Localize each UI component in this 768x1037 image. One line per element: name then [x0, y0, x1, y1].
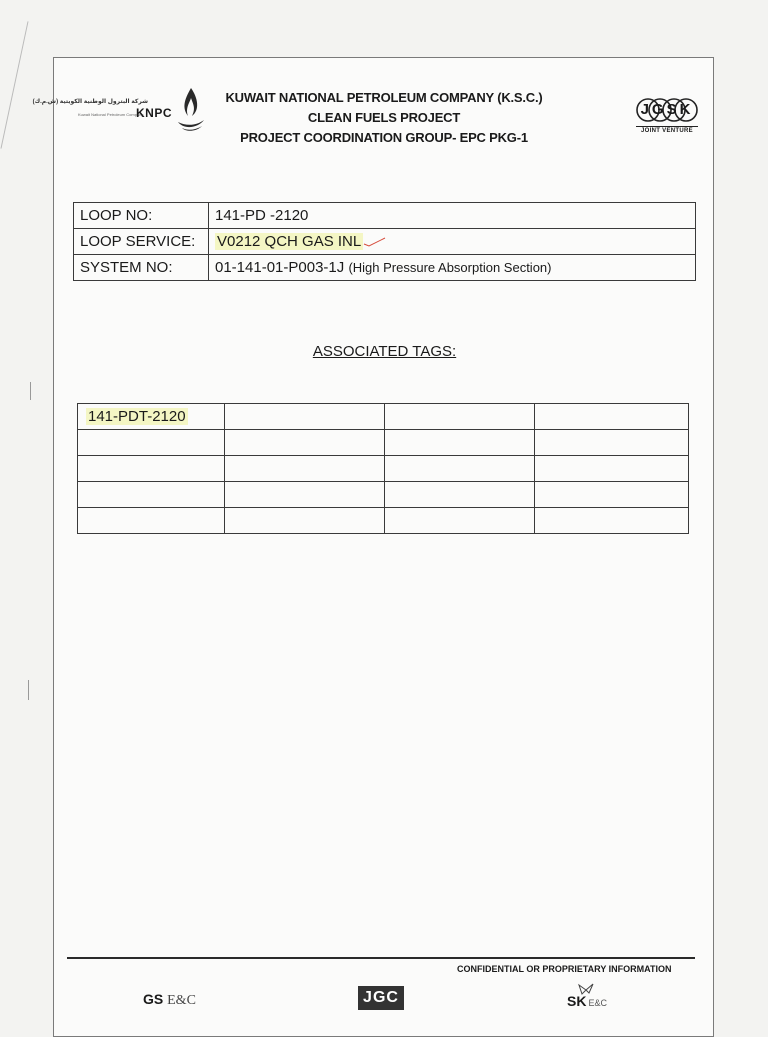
sk-ec-logo: [567, 993, 607, 1009]
tag-cell: [535, 430, 689, 456]
tag-cell: [225, 404, 385, 430]
tag-cell: [78, 482, 225, 508]
associated-tags-table: [77, 403, 689, 534]
loop-no-value: 141-PD -2120: [209, 203, 696, 229]
confidential-notice: CONFIDENTIAL OR PROPRIETARY INFORMATION: [457, 964, 672, 974]
company-heading: [204, 88, 564, 148]
knpc-subtitle: Kuwait National Petroleum Company: [78, 112, 144, 117]
table-row: [78, 430, 689, 456]
jgsk-logo: [636, 94, 698, 140]
tag-cell: [385, 508, 535, 534]
scan-edge-mark: [30, 382, 31, 400]
knpc-logo-text: KNPC: [136, 106, 173, 120]
jgsk-letters: JGSK: [640, 101, 694, 118]
loop-no-label: LOOP NO:: [74, 203, 209, 229]
sk-logo-text: SK: [567, 993, 587, 1009]
scan-edge-mark: [0, 21, 28, 148]
gs-logo-text: GS: [143, 991, 164, 1007]
loop-service-cell: [209, 229, 696, 255]
system-no-cell: [209, 255, 696, 281]
sk-logo-suffix: E&C: [588, 998, 607, 1008]
knpc-logo: [32, 86, 210, 138]
coordination-group: PROJECT COORDINATION GROUP- EPC PKG-1: [240, 130, 528, 145]
flame-icon: [176, 86, 206, 132]
jgc-logo: JGC: [358, 986, 404, 1010]
loop-service-value: V0212 QCH GAS INL: [217, 233, 362, 250]
tag-cell: [225, 482, 385, 508]
footer-divider: [67, 957, 695, 959]
table-row: [74, 229, 696, 255]
tag-cell: [78, 508, 225, 534]
system-no-label: SYSTEM NO:: [74, 255, 209, 281]
knpc-arabic-name: شركة البترول الوطنية الكويتية (ش.م.ك): [32, 99, 148, 105]
gs-logo-suffix: E&C: [167, 993, 196, 1008]
table-row: [78, 456, 689, 482]
project-name: CLEAN FUELS PROJECT: [307, 110, 461, 125]
loop-info-table: [73, 202, 696, 281]
table-row: [74, 203, 696, 229]
tag-cell: [535, 482, 689, 508]
tag-cell: [225, 508, 385, 534]
tag-cell: [385, 404, 535, 430]
tag-cell: [385, 430, 535, 456]
document-page: [32, 57, 714, 1037]
tag-cell: [78, 430, 225, 456]
associated-tags-title: ASSOCIATED TAGS:: [312, 343, 457, 360]
table-row: [78, 404, 689, 430]
scan-edge-mark: [28, 680, 29, 700]
tag-cell: [385, 456, 535, 482]
tag-cell: [535, 404, 689, 430]
tag-cell: [385, 482, 535, 508]
table-row: [78, 508, 689, 534]
tag-cell: [535, 508, 689, 534]
tag-cell: [225, 456, 385, 482]
butterfly-icon: [577, 983, 595, 995]
tag-value: 141-PDT-2120: [88, 408, 186, 425]
tag-cell: [225, 430, 385, 456]
system-no-value: 01-141-01-P003-1J: [215, 259, 345, 276]
table-row: [78, 482, 689, 508]
tag-cell: [535, 456, 689, 482]
tag-cell: [78, 456, 225, 482]
system-no-note: (High Pressure Absorption Section): [348, 260, 552, 275]
checkmark-icon: [363, 236, 387, 248]
joint-venture-caption: JOINT VENTURE: [636, 126, 698, 134]
company-name: KUWAIT NATIONAL PETROLEUM COMPANY (K.S.C.): [225, 90, 543, 105]
gs-ec-logo: [143, 991, 196, 1009]
tag-cell: [78, 404, 225, 430]
loop-service-label: LOOP SERVICE:: [74, 229, 209, 255]
table-row: [74, 255, 696, 281]
